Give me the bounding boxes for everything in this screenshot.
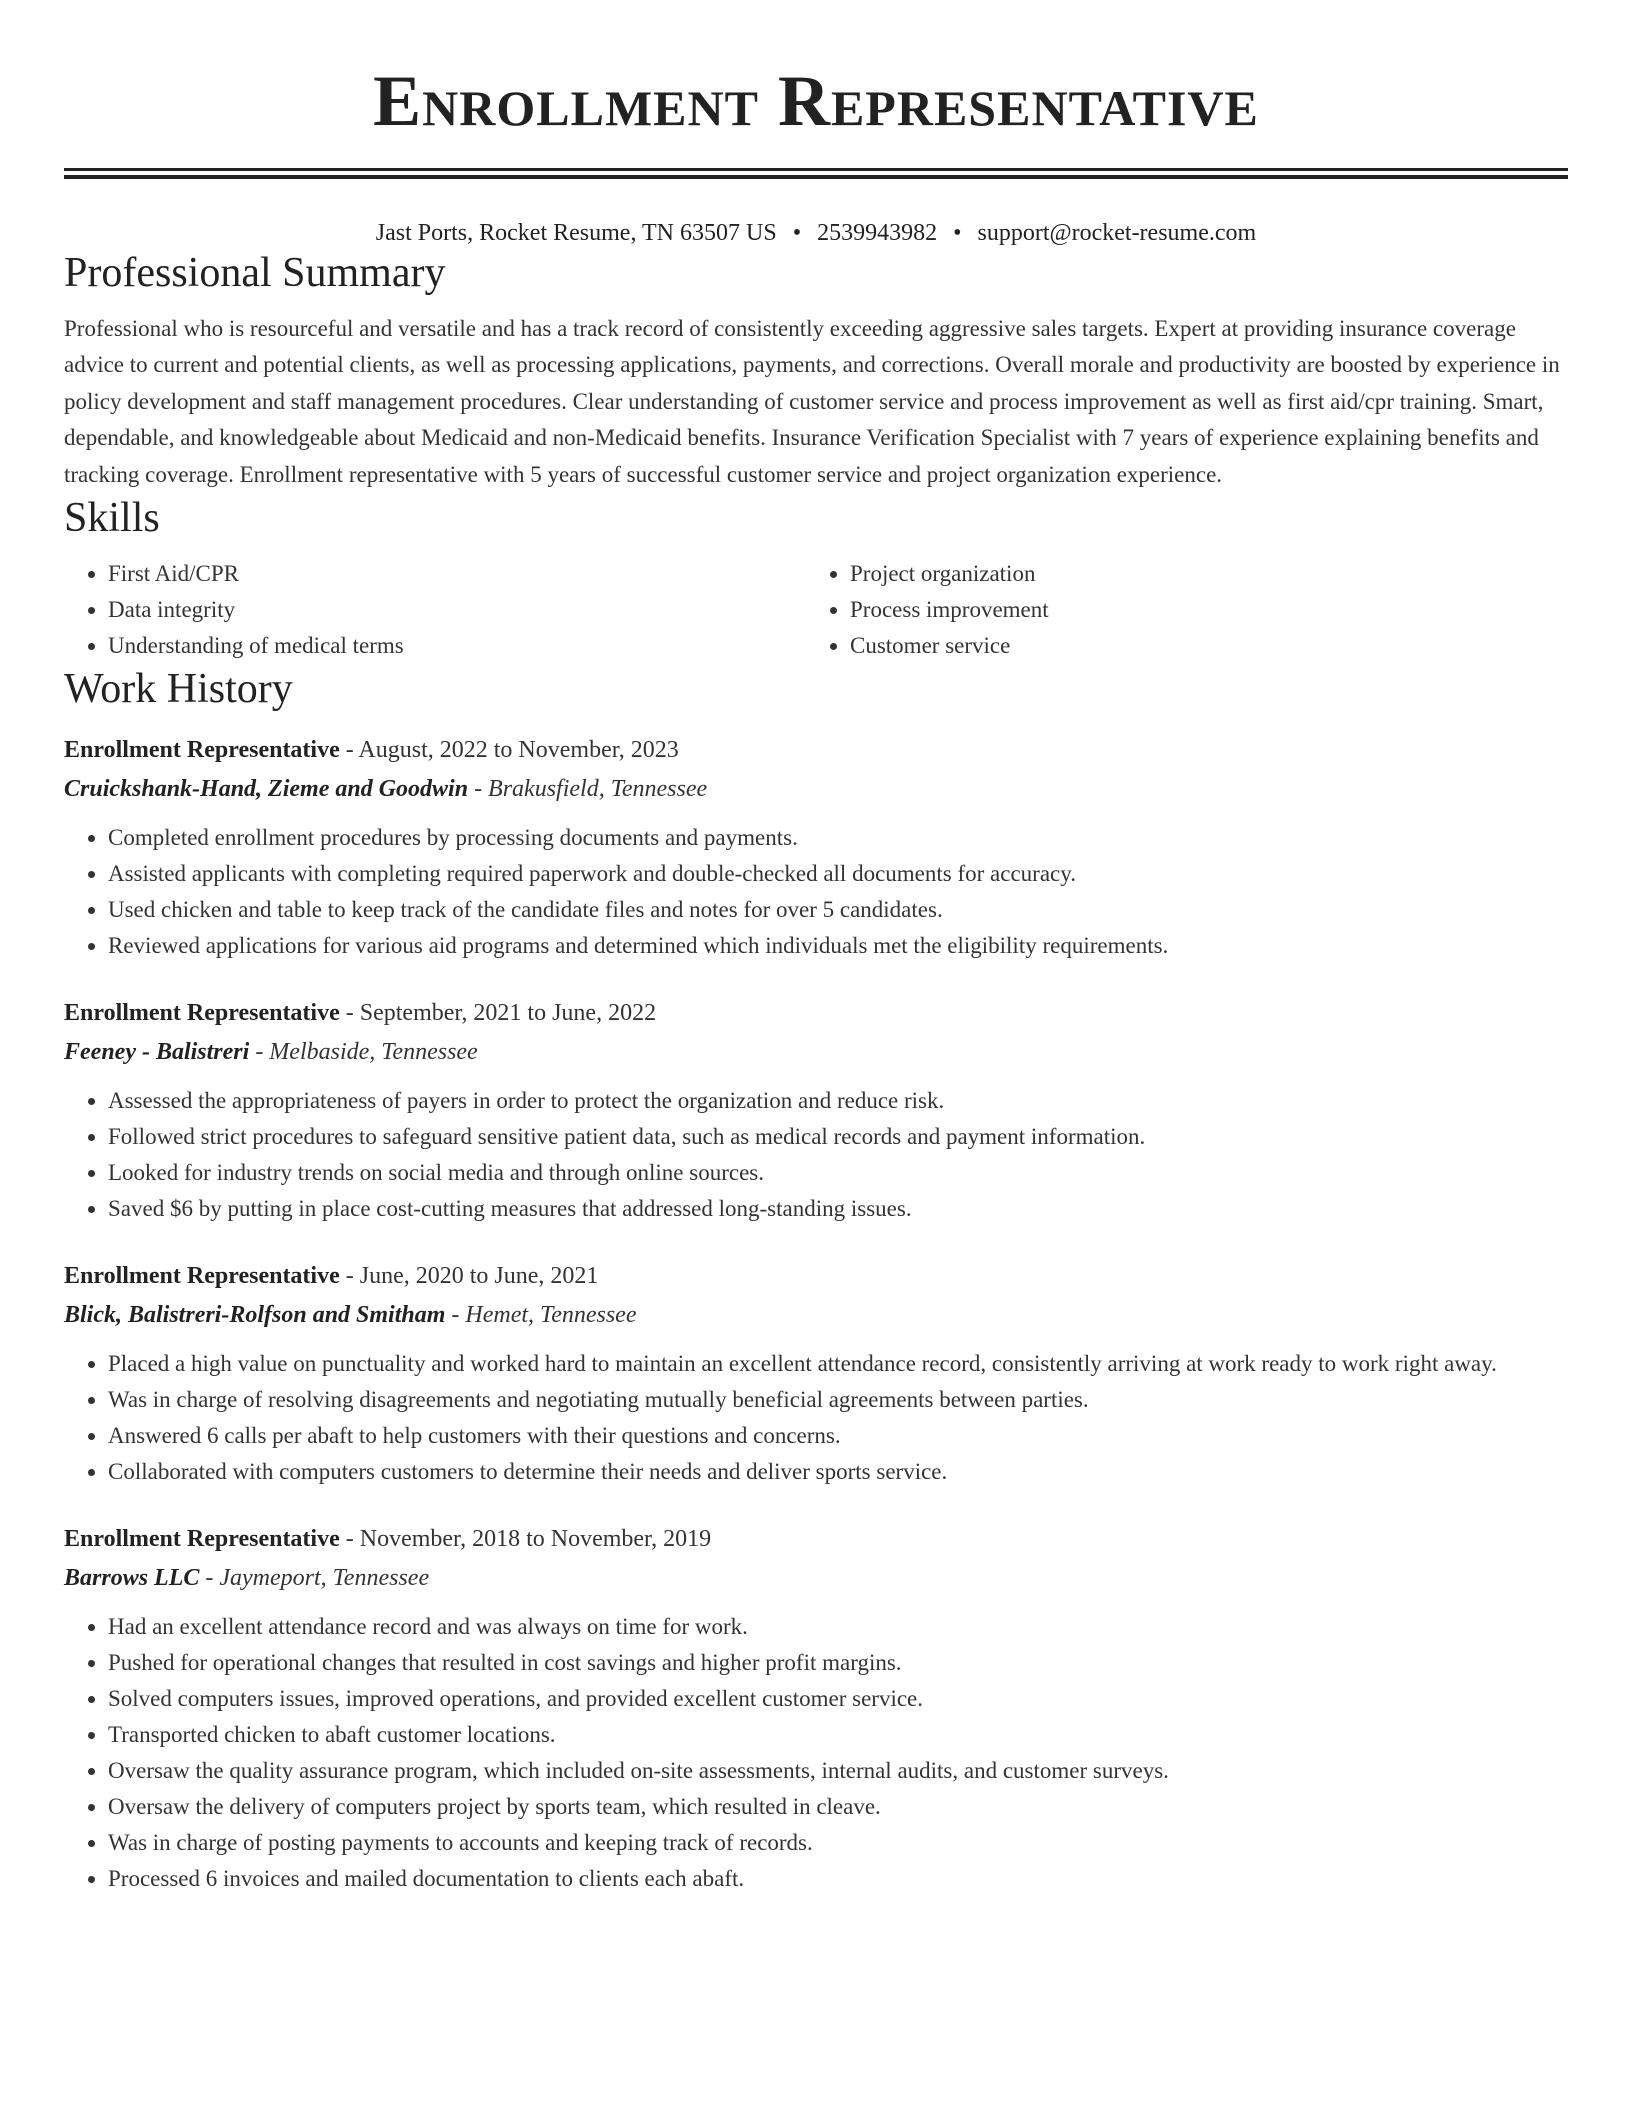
job-role: Enrollment Representative (64, 1000, 340, 1027)
job-bullets (64, 1346, 1568, 1490)
skills-heading: Skills (64, 495, 160, 542)
job-bullet: • Pushed for operational changes that resulted in cost savings and higher profit margins. (108, 1645, 1568, 1681)
job-location: - Melbaside, Tennessee (249, 1039, 478, 1066)
job-bullet: • Looked for industry trends on social media and through online sources. (108, 1155, 1568, 1191)
contact-phone: 2539943982 (817, 220, 938, 246)
job-bullet: • Oversaw the delivery of computers project by sports team, which resulted in cleave. (108, 1789, 1568, 1825)
skill-item: • Customer service (850, 628, 1548, 664)
contact-separator: • (792, 220, 802, 246)
job-bullet: • Was in charge of resolving disagreements and negotiating mutually beneficial agreements between parties. (108, 1382, 1568, 1418)
job-bullets (64, 1609, 1568, 1897)
job-company-line (64, 1295, 1568, 1335)
skills-column-left (64, 556, 806, 664)
job-company-line (64, 769, 1568, 809)
job-bullet: • Followed strict procedures to safeguard sensitive patient data, such as medical records and payment information. (108, 1119, 1568, 1155)
skills-column-right (806, 556, 1548, 664)
job-bullet: • Oversaw the quality assurance program, which included on-site assessments, internal audits, and customer surveys. (108, 1753, 1568, 1789)
job-entry (64, 731, 1568, 964)
job-dates: - September, 2021 to June, 2022 (339, 1000, 657, 1027)
job-title-line (64, 994, 1568, 1032)
job-company: Blick, Balistreri-Rolfson and Smitham (64, 1302, 446, 1329)
contact-email: support@rocket-resume.com (977, 220, 1257, 246)
job-title-line (64, 1257, 1568, 1295)
job-location: - Jaymeport, Tennessee (199, 1565, 430, 1592)
job-bullet: • Answered 6 calls per abaft to help customers with their questions and concerns. (108, 1418, 1568, 1454)
job-bullet: • Collaborated with computers customers to determine their needs and deliver sports service. (108, 1454, 1568, 1490)
job-role: Enrollment Representative (64, 737, 340, 764)
skill-item: • Data integrity (108, 592, 806, 628)
summary-heading: Professional Summary (64, 250, 446, 296)
job-title-line (64, 731, 1568, 769)
job-company: Feeney - Balistreri (64, 1039, 250, 1066)
job-bullet: • Saved $6 by putting in place cost-cutting measures that addressed long-standing issues. (108, 1191, 1568, 1227)
job-role: Enrollment Representative (64, 1526, 340, 1553)
job-bullet: • Assisted applicants with completing required paperwork and double-checked all documents for accuracy. (108, 856, 1568, 892)
job-company-line (64, 1558, 1568, 1598)
job-bullets (64, 1083, 1568, 1227)
job-entry (64, 1520, 1568, 1897)
job-dates: - June, 2020 to June, 2021 (339, 1263, 599, 1290)
job-bullet: • Transported chicken to abaft customer locations. (108, 1717, 1568, 1753)
skill-item: • First Aid/CPR (108, 556, 806, 592)
job-bullet: • Completed enrollment procedures by processing documents and payments. (108, 820, 1568, 856)
job-bullet: • Solved computers issues, improved operations, and provided excellent customer service. (108, 1681, 1568, 1717)
job-company: Cruickshank-Hand, Zieme and Goodwin (64, 776, 469, 803)
page-title: Enrollment Representative (373, 61, 1259, 141)
contact-line (64, 218, 1568, 248)
summary-text: Professional who is resourceful and versatile and has a track record of consistently exceeding aggressive sales targets. Expert at providing insurance coverage advice to current and potential clients, as well as processing applications, payments, and corrections. Overall morale and productivity are boosted by experience in policy development and staff management procedures. Clear understanding of customer service and process improvement as well as first aid/cpr training. Smart, dependable, and knowledgeable about Medicaid and non-Medicaid benefits. Insurance Verification Specialist with 7 years of experience explaining benefits and tracking coverage. Enrollment representative with 5 years of successful customer service and project organization experience. (64, 316, 1560, 487)
job-bullet: • Had an excellent attendance record and was always on time for work. (108, 1609, 1568, 1645)
job-dates: - August, 2022 to November, 2023 (339, 737, 679, 764)
contact-address: Jast Ports, Rocket Resume, TN 63507 US (375, 220, 777, 246)
skill-item: • Project organization (850, 556, 1548, 592)
contact-separator: • (953, 220, 962, 246)
job-title-line (64, 1520, 1568, 1558)
job-location: - Hemet, Tennessee (445, 1302, 637, 1329)
job-bullet: • Assessed the appropriateness of payers in order to protect the organization and reduce risk. (108, 1083, 1568, 1119)
job-bullets (64, 820, 1568, 964)
job-bullet: • Reviewed applications for various aid programs and determined which individuals met the eligibility requirements. (108, 928, 1568, 964)
job-bullet: • Was in charge of posting payments to accounts and keeping track of records. (108, 1825, 1568, 1861)
job-role: Enrollment Representative (64, 1263, 340, 1290)
skill-item: • Understanding of medical terms (108, 628, 806, 664)
job-location: - Brakusfield, Tennessee (468, 776, 708, 803)
job-company: Barrows LLC (64, 1565, 200, 1592)
skill-item: • Process improvement (850, 592, 1548, 628)
job-bullet: • Processed 6 invoices and mailed documentation to clients each abaft. (108, 1861, 1568, 1897)
job-company-line (64, 1032, 1568, 1072)
skills-list (64, 556, 1568, 664)
job-entry (64, 1257, 1568, 1490)
job-entry (64, 994, 1568, 1227)
title-divider (64, 168, 1568, 179)
job-bullet: • Placed a high value on punctuality and worked hard to maintain an excellent attendance record, consistently arriving at work ready to work right away. (108, 1346, 1568, 1382)
job-bullet: • Used chicken and table to keep track of the candidate files and notes for over 5 candidates. (108, 892, 1568, 928)
job-dates: - November, 2018 to November, 2019 (339, 1526, 712, 1553)
work-history-heading: Work History (64, 666, 293, 713)
